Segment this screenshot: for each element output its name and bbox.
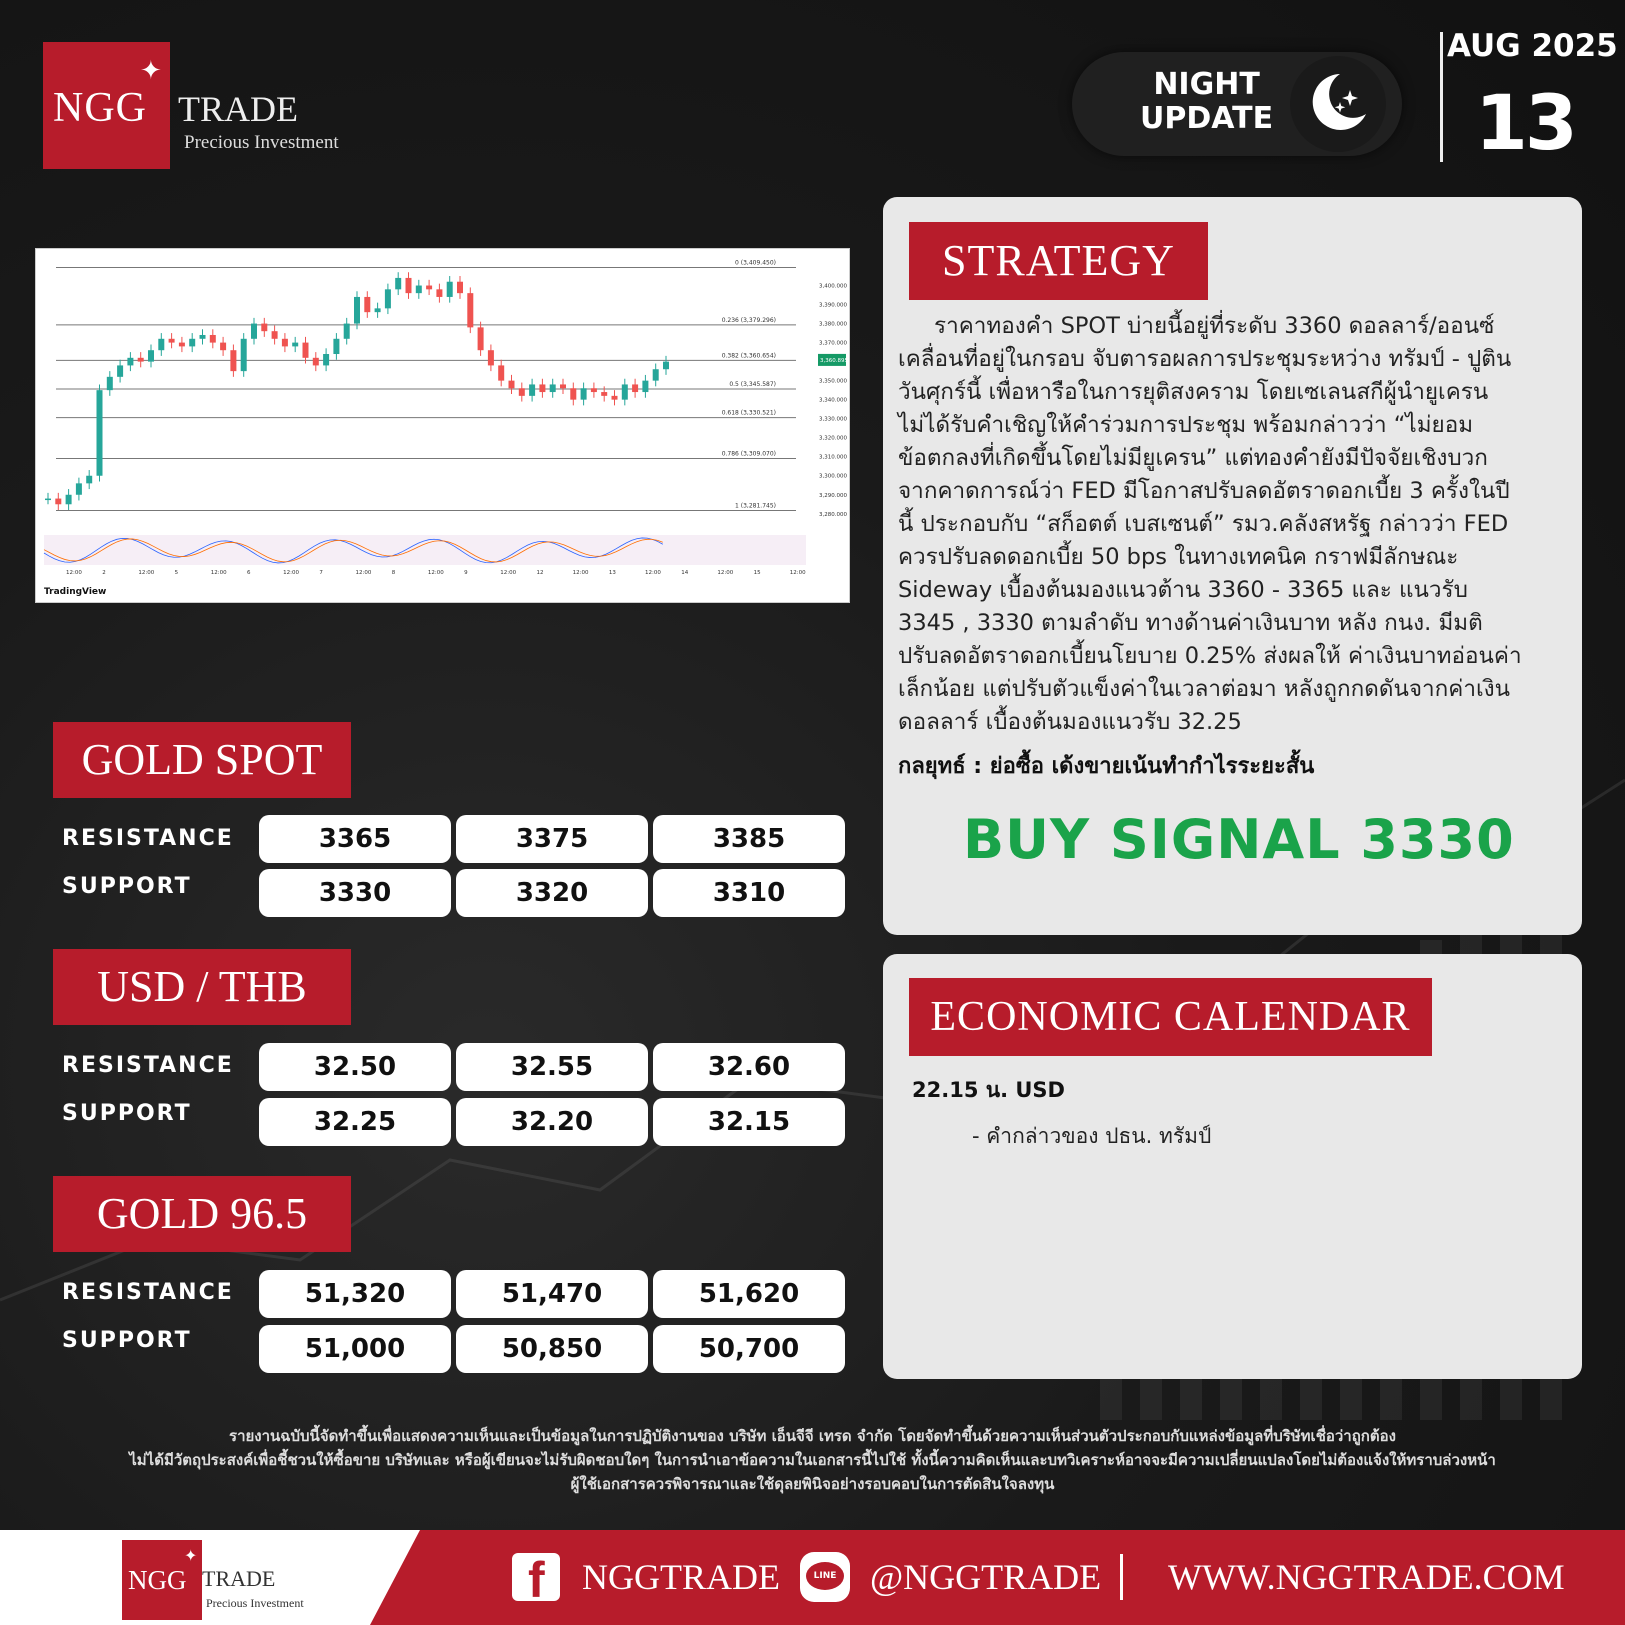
candle-body [622, 384, 628, 399]
strategy-line-2: เคลื่อนที่อยู่ในกรอบ จับตารอผลการประชุมระหว่าง ทรัมป์ - ปูติน [898, 346, 1512, 372]
candle-body [127, 358, 133, 366]
candle-body [344, 324, 350, 339]
candle-body [591, 388, 597, 392]
gold-spot-support-label: SUPPORT [62, 874, 192, 899]
strategy-line-9: Sideway เบื้องต้นมองแนวต้าน 3360 - 3365 และ แนวรับ [898, 577, 1468, 603]
footer-divider [1120, 1554, 1123, 1600]
facebook-icon[interactable]: f [512, 1553, 560, 1601]
candle-body [169, 339, 175, 343]
y-tick-label: 3,380.000 [819, 321, 847, 328]
disclaimer-line-3: ผู้ใช้เอกสารควรพิจารณาและใช้ดุลยพินิจอย่างรอบคอบในการตัดสินใจลงทุน [570, 1475, 1055, 1493]
gold-965-support-3: 50,700 [653, 1325, 845, 1373]
disclaimer-line-1: รายงานฉบับนี้จัดทำขึ้นเพื่อแสดงความเห็นและเป็นข้อมูลในการปฏิบัติงานของ บริษัท เอ็นจีจี เทรด จำกัด โดยจัดทำขึ้นด้วยความเห็นส่วนตัวประกอบกับแหล่งข้อมูลที่บริษัทเชื่อว่าถูกต้อง [229, 1427, 1396, 1445]
y-tick-label: 3,340.000 [819, 397, 847, 404]
x-tick-label: 12:00 [500, 570, 517, 576]
x-tick-label: 12:00 [717, 570, 734, 576]
candle-body [189, 339, 195, 347]
candle-body [210, 335, 216, 343]
candle-body [457, 282, 463, 293]
date-divider [1440, 32, 1443, 162]
strategy-body [898, 310, 1570, 739]
calendar-event-time: 22.15 น. USD [912, 1078, 1065, 1102]
strategy-line-8: ควรปรับลดดอกเบี้ย 50 bps ในทางเทคนิค กราฟมีลักษณะ [898, 544, 1459, 570]
y-tick-label: 3,280.000 [819, 511, 847, 518]
candle-body [97, 390, 103, 476]
candle-body [66, 495, 72, 505]
candle-body [230, 350, 236, 371]
candle-body [570, 388, 576, 399]
candle-body [282, 339, 288, 347]
tradingview-logo: TradingView [44, 587, 107, 597]
strategy-line-6: จากคาดการณ์ว่า FED มีโอกาสปรับลดอัตราดอกเบี้ย 3 ครั้งในปี [898, 478, 1510, 504]
candle-body [642, 381, 648, 392]
usd-thb-support-3: 32.15 [653, 1098, 845, 1146]
candle-body [251, 324, 257, 339]
candle-body [612, 396, 618, 400]
fib-level-label: 0.382 (3,360.654) [721, 352, 776, 360]
footer-logo-ngg: NGG [128, 1565, 187, 1595]
strategy-line-13: ดอลลาร์ เบื้องต้นมองแนวรับ 32.25 [898, 709, 1242, 735]
fib-level-label: 1 (3,281.745) [735, 502, 776, 510]
x-tick-label: 7 [319, 570, 323, 576]
strategy-line-1 [898, 310, 1570, 343]
candle-body [323, 354, 329, 365]
line-app-icon[interactable]: LINE [800, 1552, 850, 1602]
update-label: UPDATE [1140, 101, 1274, 136]
candle-body [498, 365, 504, 380]
economic-calendar-header: ECONOMIC CALENDAR [909, 978, 1432, 1056]
x-tick-label: 12:00 [355, 570, 372, 576]
strategy-line-1-text: ราคาทองคำ SPOT บ่ายนี้อยู่ที่ระดับ 3360 ดอลลาร์/ออนซ์ [934, 313, 1495, 339]
usd-thb-header: USD / THB [53, 949, 351, 1025]
candle-body [663, 362, 669, 370]
footer-logo-tagline: Precious Investment [206, 1596, 304, 1610]
candle-body [395, 278, 401, 289]
buy-signal: BUY SIGNAL 3330 [963, 808, 1515, 871]
website-link[interactable]: WWW.NGGTRADE.COM [1168, 1557, 1565, 1597]
fib-level-label: 0 (3,409.450) [735, 259, 776, 267]
strategy-header: STRATEGY [909, 222, 1208, 300]
footer-sparkle-icon: ✦ [184, 1546, 198, 1565]
candle-body [375, 308, 381, 312]
candle-body [509, 381, 515, 389]
candle-body [117, 365, 123, 376]
candle-body [385, 289, 391, 308]
strategy-line-11: ปรับลดอัตราดอกเบี้ยนโยบาย 0.25% ส่งผลให้ ค่าเงินบาทอ่อนค่า [898, 643, 1522, 669]
brand-tagline: Precious Investment [184, 132, 339, 153]
strategy-line-7: นี้ ประกอบกับ “สก็อตต์ เบสเซนต์” รมว.คลังสหรัฐ กล่าวว่า FED [898, 511, 1509, 537]
y-tick-label: 3,300.000 [819, 473, 847, 480]
x-tick-label: 14 [681, 570, 689, 576]
night-label: NIGHT [1153, 67, 1260, 102]
candle-body [550, 384, 556, 392]
usd-thb-resistance-1: 32.50 [259, 1043, 451, 1091]
gold-965-resistance-2: 51,470 [456, 1270, 648, 1318]
candle-body [148, 350, 154, 361]
candle-body [179, 343, 185, 347]
candle-body [436, 289, 442, 297]
y-tick-label: 3,350.000 [819, 378, 847, 385]
gold-spot-resistance-1: 3365 [259, 815, 451, 863]
usd-thb-resistance-3: 32.60 [653, 1043, 845, 1091]
candle-body [313, 358, 319, 366]
candle-body [560, 384, 566, 388]
candle-body [272, 331, 278, 339]
x-tick-label: 9 [464, 570, 468, 576]
x-tick-label: 12:00 [138, 570, 155, 576]
x-tick-label: 12:00 [789, 570, 806, 576]
fib-level-label: 0.618 (3,330.521) [721, 409, 776, 417]
disclaimer [0, 1424, 1625, 1496]
footer-logo-trade: TRADE [202, 1566, 276, 1591]
gold-spot-support-1: 3330 [259, 869, 451, 917]
gold-spot-support-2: 3320 [456, 869, 648, 917]
gold-spot-support-3: 3310 [653, 869, 845, 917]
usd-thb-support-2: 32.20 [456, 1098, 648, 1146]
candle-body [76, 483, 82, 494]
usd-thb-resistance-2: 32.55 [456, 1043, 648, 1091]
candle-body [653, 369, 659, 380]
candle-body [529, 384, 535, 395]
x-tick-label: 12:00 [66, 570, 82, 576]
candle-body [539, 384, 545, 392]
candle-body [45, 499, 51, 501]
fib-level-label: 0.5 (3,345.587) [729, 381, 776, 389]
strategy-line-4: ไม่ได้รับคำเชิญให้คำร่วมการประชุม พร้อมกล่าวว่า “ไม่ยอม [898, 412, 1474, 438]
candle-body [55, 499, 61, 505]
candle-body [581, 388, 587, 399]
night-update-label [1140, 68, 1273, 136]
calendar-event-item: - คำกล่าวของ ปธน. ทรัมป์ [972, 1124, 1212, 1148]
oscillator-pane [44, 535, 806, 565]
x-tick-label: 5 [174, 570, 179, 576]
candle-body [241, 339, 247, 371]
usd-thb-support-label: SUPPORT [62, 1101, 192, 1126]
candle-body [107, 377, 113, 390]
date-day: 13 [1475, 78, 1575, 167]
x-tick-label: 12:00 [427, 570, 444, 576]
x-tick-label: 6 [246, 570, 251, 576]
candle-body [447, 282, 453, 297]
gold-spot-resistance-2: 3375 [456, 815, 648, 863]
candle-body [292, 343, 298, 347]
candle-body [488, 350, 494, 365]
x-tick-label: 15 [753, 570, 761, 576]
candle-body [158, 339, 164, 350]
fib-level-label: 0.786 (3,309.070) [721, 450, 776, 458]
candle-body [86, 476, 92, 484]
gold-965-support-label: SUPPORT [62, 1328, 192, 1353]
candle-body [138, 358, 144, 362]
y-tick-label: 3,320.000 [819, 435, 847, 442]
x-tick-label: 12:00 [210, 570, 227, 576]
candle-body [519, 388, 525, 396]
sparkle-icon: ✦ [140, 56, 162, 86]
gold-spot-resistance-label: RESISTANCE [62, 826, 234, 851]
moon-stars-icon [1310, 70, 1370, 134]
facebook-handle[interactable]: NGGTRADE [582, 1557, 780, 1597]
gold-965-resistance-3: 51,620 [653, 1270, 845, 1318]
candle-body [261, 324, 267, 332]
gold-965-support-2: 50,850 [456, 1325, 648, 1373]
candle-body [354, 297, 360, 324]
brand-logo-ngg: NGG [53, 85, 147, 131]
disclaimer-line-2: ไม่ได้มีวัตถุประสงค์เพื่อชี้ชวนให้ซื้อขาย บริษัทและ หรือผู้เขียนจะไม่รับผิดชอบใดๆ ในการนำเอาข้อความในเอกสารนี้ไปใช้ ทั้งนี้ความคิดเห็นและบทวิเคราะห์อาจจะมีความเปลี่ยนแปลงโดยไม่ต้องแจ้งให้ทราบล่วงหน้า [129, 1451, 1496, 1469]
y-tick-label: 3,330.000 [819, 416, 847, 423]
gold-spot-header: GOLD SPOT [53, 722, 351, 798]
y-tick-label: 3,290.000 [819, 492, 847, 499]
fib-level-label: 0.236 (3,379.296) [721, 316, 776, 324]
candle-body [303, 343, 309, 358]
x-tick-label: 12 [536, 570, 544, 576]
price-chart-svg [36, 249, 851, 604]
strategy-line-12: เล็กน้อย แต่ปรับตัวแข็งค่าในเวลาต่อมา หลังถูกกดดันจากค่าเงิน [898, 676, 1511, 702]
gold-965-resistance-1: 51,320 [259, 1270, 451, 1318]
line-handle[interactable]: @NGGTRADE [870, 1557, 1102, 1597]
candle-body [426, 286, 432, 290]
strategy-line-5: ข้อตกลงที่เกิดขึ้นโดยไม่มียูเครน” แต่ทองคำยังมีปัจจัยเชิงบวก [898, 445, 1488, 471]
candle-body [416, 286, 422, 294]
current-price-label: 3,360.895 [820, 357, 848, 364]
x-tick-label: 12:00 [283, 570, 300, 576]
usd-thb-support-1: 32.25 [259, 1098, 451, 1146]
y-tick-label: 3,310.000 [819, 454, 847, 461]
usd-thb-resistance-label: RESISTANCE [62, 1053, 234, 1078]
price-chart [35, 248, 850, 603]
candle-body [478, 327, 484, 350]
gold-965-resistance-label: RESISTANCE [62, 1280, 234, 1305]
date-month-year: AUG 2025 [1447, 28, 1618, 64]
candle-body [220, 343, 226, 351]
strategy-line-3: วันศุกร์นี้ เพื่อหารือในการยุติสงคราม โดยเซเลนสกีผู้นำยูเครน [898, 379, 1489, 405]
x-tick-label: 8 [391, 570, 396, 576]
candle-body [200, 335, 206, 339]
x-tick-label: 2 [102, 570, 106, 576]
candle-body [364, 297, 370, 312]
strategy-conclusion: กลยุทธ์ : ย่อซื้อ เด้งขายเน้นทำกำไรระยะสั้น [898, 754, 1315, 779]
gold-spot-resistance-3: 3385 [653, 815, 845, 863]
candle-body [333, 339, 339, 354]
y-tick-label: 3,370.000 [819, 340, 847, 347]
x-tick-label: 13 [608, 570, 616, 576]
brand-logo-trade: TRADE [178, 89, 298, 129]
candle-body [601, 392, 607, 396]
gold-965-support-1: 51,000 [259, 1325, 451, 1373]
x-tick-label: 12:00 [645, 570, 661, 576]
candle-body [467, 293, 473, 327]
y-tick-label: 3,390.000 [819, 302, 847, 309]
strategy-line-10: 3345 , 3330 ตามลำดับ ทางด้านค่าเงินบาท หลัง กนง. มีมติ [898, 610, 1483, 636]
y-tick-label: 3,400.000 [819, 283, 847, 290]
gold-965-header: GOLD 96.5 [53, 1176, 351, 1252]
candle-body [632, 384, 638, 392]
x-tick-label: 12:00 [572, 570, 589, 576]
candle-body [406, 278, 412, 293]
